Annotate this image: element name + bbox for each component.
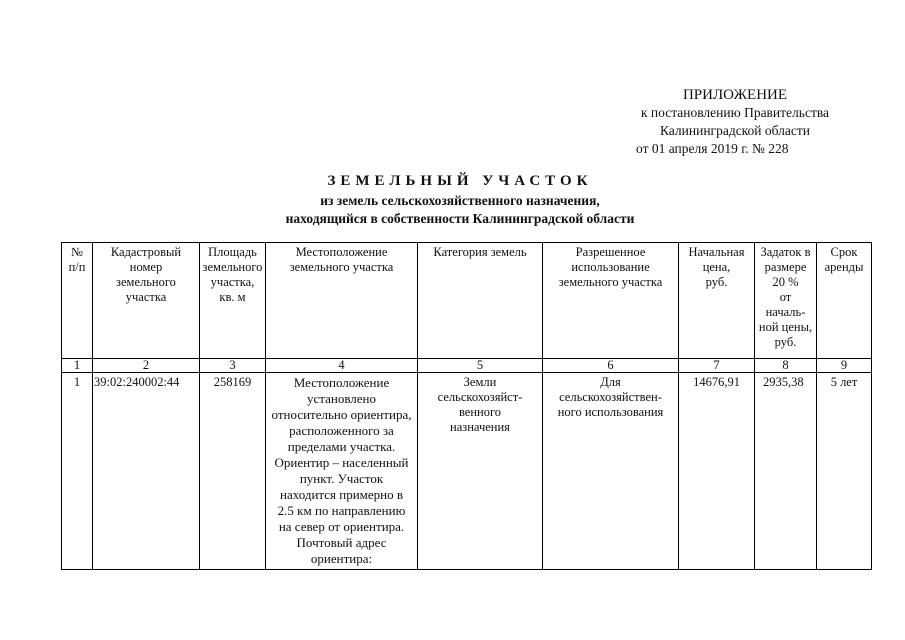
cell-location: Местоположение установлено относительно ориентира, расположенного за пределами участка. Ориентир – населенный пункт. Участок находится примерно в 2.5 км по направлению на север от ориентира. Почтовый адрес ориентира: (266, 373, 418, 570)
appendix-date-line: от 01 апреля 2019 г. № 228 (636, 141, 789, 156)
column-number: 9 (817, 359, 872, 373)
column-number: 1 (62, 359, 93, 373)
column-number: 3 (200, 359, 266, 373)
header-cell-category: Категория земель (418, 243, 543, 359)
column-number-row (62, 359, 872, 373)
cell-deposit: 2935,38 (755, 373, 817, 570)
cell-lease-term: 5 лет (817, 373, 872, 570)
document-heading (160, 172, 760, 228)
cell-category: Земли сельскохозяйст- венного назначения (418, 373, 543, 570)
cell-permitted-use: Для сельскохозяйствен- ного использования (543, 373, 679, 570)
header-cell-start-price: Начальная цена, руб. (679, 243, 755, 359)
cell-cadastral-number: 39:02:240002:44 (93, 373, 200, 570)
column-number: 5 (418, 359, 543, 373)
appendix-line-2: Калининградской области (659, 123, 811, 138)
document-subtitle-2: находящийся в собственности Калининградской области (285, 211, 635, 226)
appendix-block (590, 86, 880, 158)
cell-start-price: 14676,91 (679, 373, 755, 570)
document-subtitle-1: из земель сельскохозяйственного назначения, (320, 193, 600, 208)
column-number: 4 (266, 359, 418, 373)
appendix-title: ПРИЛОЖЕНИЕ (682, 87, 788, 103)
cell-number: 1 (62, 373, 93, 570)
appendix-line-1: к постановлению Правительства (640, 105, 830, 120)
land-plot-table (61, 242, 872, 570)
header-cell-location: Местоположение земельного участка (266, 243, 418, 359)
table-header-row (62, 243, 872, 359)
cell-area: 258169 (200, 373, 266, 570)
table-row (62, 373, 872, 570)
header-cell-lease-term: Срок аренды (817, 243, 872, 359)
column-number: 7 (679, 359, 755, 373)
column-number: 6 (543, 359, 679, 373)
header-cell-permitted-use: Разрешенное использование земельного участка (543, 243, 679, 359)
header-cell-cadastral: Кадастровый номер земельного участка (93, 243, 200, 359)
header-cell-number: № п/п (62, 243, 93, 359)
header-cell-deposit: Задаток в размере 20 % от началь- ной цены, руб. (755, 243, 817, 359)
header-cell-area: Площадь земельного участка, кв. м (200, 243, 266, 359)
column-number: 2 (93, 359, 200, 373)
column-number: 8 (755, 359, 817, 373)
document-title: ЗЕМЕЛЬНЫЙ УЧАСТОК (327, 173, 593, 189)
